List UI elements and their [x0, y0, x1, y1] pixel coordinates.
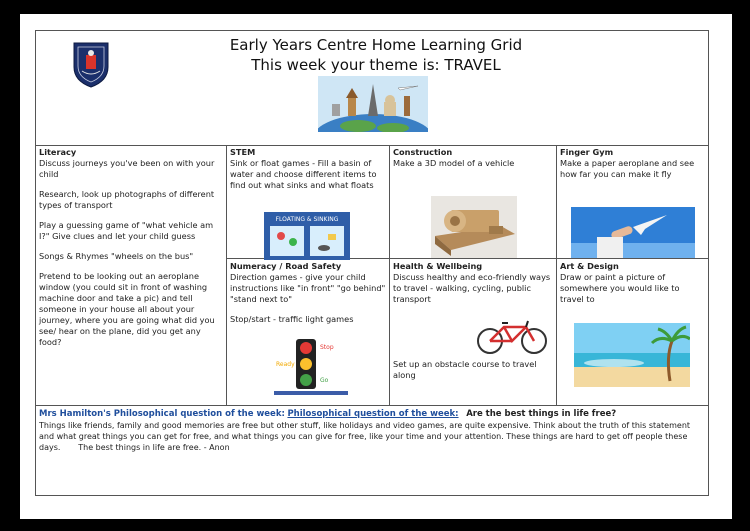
- school-crest-icon: [72, 41, 110, 89]
- beach-picture: [574, 323, 690, 387]
- page-title: Early Years Centre Home Learning Grid: [229, 36, 523, 54]
- learning-grid: [35, 30, 709, 496]
- art-text: Draw or paint a picture of somewhere you would like to travel to: [560, 272, 680, 304]
- literacy-text: Songs & Rhymes "wheels on the bus": [39, 251, 194, 261]
- philosophical-question: Are the best things in life free?: [466, 409, 617, 419]
- go-label: Go: [320, 377, 329, 384]
- health-text: Discuss healthy and eco-friendly ways to travel - walking, cycling, public transport: [393, 272, 551, 304]
- bicycle-picture: [476, 317, 548, 355]
- travel-landmarks-picture: [318, 76, 428, 132]
- stop-label: Stop: [320, 344, 334, 351]
- literacy-heading: Literacy: [39, 147, 77, 157]
- literacy-text: Pretend to be looking out an aeroplane window (you could sit in front of washing machine door and take a pic) and tell someone in your house all about your journey, where you are going what did you see/ hear on the plane, did you get any food?: [39, 271, 215, 347]
- page: [20, 14, 732, 519]
- header: [36, 31, 708, 146]
- art-heading: Art & Design: [560, 261, 619, 271]
- paper-aeroplane-picture: [571, 207, 695, 258]
- philosophical-label-underlined: Philosophical question of the week:: [287, 409, 459, 419]
- finger-gym-heading: Finger Gym: [560, 147, 614, 157]
- floating-sinking-label: FLOATING & SINKING: [275, 216, 339, 223]
- finger-gym-text: Make a paper aeroplane and see how far you can make it fly: [560, 158, 695, 179]
- literacy-text: Research, look up photographs of different types of transport: [39, 189, 215, 210]
- philosophical-question-section: [36, 405, 708, 495]
- theme-line: This week your theme is: TRAVEL: [251, 56, 501, 74]
- construction-text: Make a 3D model of a vehicle: [393, 158, 515, 168]
- literacy-text: Play a guessing game of "what vehicle am I?" Give clues and let your child guess: [39, 220, 214, 241]
- cardboard-vehicle-picture: [431, 196, 517, 258]
- traffic-light-picture: [274, 337, 348, 399]
- literacy-cell: [36, 145, 226, 405]
- philosophical-quote: The best things in life are free. - Anon: [78, 443, 230, 452]
- stem-heading: STEM: [230, 147, 256, 157]
- literacy-text: Discuss journeys you've been on with your child: [39, 158, 215, 179]
- construction-heading: Construction: [393, 147, 453, 157]
- floating-sinking-picture: [264, 212, 350, 260]
- health-text: Set up an obstacle course to travel along: [393, 359, 537, 380]
- numeracy-text: Direction games - give your child instructions like "in front" "go behind" "stand next to": [230, 272, 386, 304]
- stem-text: Sink or float games - Fill a basin of water and choose different items to find out what sinks and what floats: [230, 158, 377, 190]
- health-heading: Health & Wellbeing: [393, 261, 483, 271]
- ready-label: Ready: [276, 361, 295, 368]
- philosophical-body: Things like friends, family and good memories are free but other stuff, like holidays and video games, are quite expensive. Think about the truth of this statement and what great things you can get for free, and what things you can give for free, like your time and your attention. These things are hard to get off people these days.: [39, 421, 691, 452]
- philosophical-label: Mrs Hamilton's Philosophical question of the week:: [39, 409, 285, 419]
- numeracy-text: Stop/start - traffic light games: [230, 314, 354, 324]
- numeracy-heading: Numeracy / Road Safety: [230, 261, 342, 271]
